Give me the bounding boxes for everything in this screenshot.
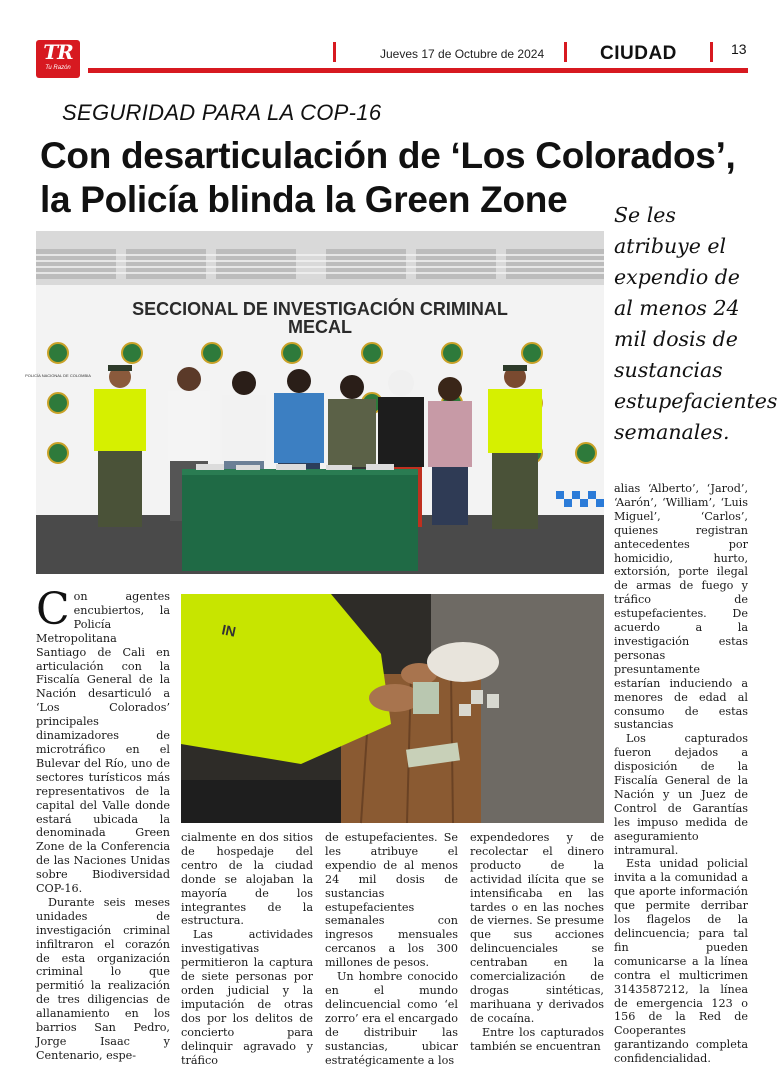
article-column-1 xyxy=(36,584,170,1063)
logo-mark: TR xyxy=(43,40,73,64)
evidence-closeup-photo xyxy=(181,594,604,823)
article-column-2 xyxy=(181,831,313,1067)
column-5-paragraph-3: Esta unidad policial invita a la comunidad a que aporte información que permite derribar los flagelos de la delincuencia; para tal fin pueden comunicarse a la línea contra el multicrimen 3143587212, la línea de emergencia 123 o 156 de la Red de Cooperantes garantizando completa confidencialidad. xyxy=(614,857,748,1066)
article-column-4 xyxy=(470,831,604,1054)
badge-label: POLICÍA NACIONAL DE COLOMBIA xyxy=(25,373,91,378)
evidence-illustration xyxy=(181,594,604,823)
newspaper-logo xyxy=(36,40,80,78)
header-rule xyxy=(88,68,748,73)
header-divider-middle xyxy=(564,42,567,62)
press-conference-photo xyxy=(25,231,604,574)
article-column-3 xyxy=(325,831,458,1067)
column-1-paragraph-1-text: on agentes encubiertos, la Policía Metropolitana Santiago de Cali en articulación con la Fiscalía General de la Nación desarticuló a ‘Los Colorados’ principales dinamizadores de microtráfico en el Bulevar del Río, uno de sectores turísticos más representativos de la capital del Valle donde estará ubicada la denominada Green Zone de la Conferencia de las Naciones Unidas sobre Biodiversidad COP-16. xyxy=(36,590,170,896)
column-3-paragraph-2: Un hombre conocido en el mundo delincuencial como ‘el zorro’ era el encargado de distribuir las sustancias, ubicar estratégicamente a los xyxy=(325,970,458,1067)
page-number: 13 xyxy=(731,41,747,57)
issue-date: Jueves 17 de Octubre de 2024 xyxy=(380,47,545,61)
logo-subtitle: Tu Razón xyxy=(45,65,71,71)
banner-line-1: SECCIONAL DE INVESTIGACIÓN CRIMINAL xyxy=(132,299,508,319)
column-1-paragraph-1 xyxy=(36,584,170,896)
column-3-paragraph-1: de estupefacientes. Se les atribuye el expendio de al menos 24 mil dosis de sustancias estupefacientes semanales con ingresos mensuales cercanos a los 300 millones de pesos. xyxy=(325,831,458,970)
header-divider-right xyxy=(710,42,713,62)
column-4-paragraph-2: Entre los capturados también se encuentran xyxy=(470,1025,604,1053)
press-conference-illustration xyxy=(25,231,604,574)
section-name: CIUDAD xyxy=(600,43,677,64)
column-2-paragraph-2: Las actividades investigativas permitieron la captura de siete personas por orden judicial y la imputación de otras dos por los delitos de concierto para delinquir agravado y tráfico xyxy=(181,928,313,1067)
column-5-paragraph-2: Los capturados fueron dejados a disposición de la Fiscalía General de la Nación y un Juez de Control de Garantías les impuso medida de aseguramiento intramural. xyxy=(614,732,748,857)
column-1-paragraph-2: Durante seis meses unidades de investigación criminal infiltraron el corazón de esta organización criminal lo que permitió la realización de tres diligencias de allanamiento en los barrios San Pedro, Jorge Isaac y Centenario, espe- xyxy=(36,895,170,1062)
article-kicker: SEGURIDAD PARA LA COP-16 xyxy=(62,100,382,125)
column-4-paragraph-1: expendedores y de recolectar el dinero producto de la actividad ilícita que se intensificaba en las tardes o en las noches de viernes. Se presume que sus acciones delincuenciales se centraban en la comercialización de drogas sintéticas, marihuana y derivados de cocaína. xyxy=(470,831,604,1025)
article-column-5 xyxy=(614,482,748,1066)
column-2-paragraph-1: cialmente en dos sitios de hospedaje del centro de la ciudad donde se alojaban la mayoría de los integrantes de la estructura. xyxy=(181,831,313,928)
pull-quote: Se les atribuye el expendio de al menos 24 mil dosis de sustancias estupefacientes semanales. xyxy=(614,203,778,444)
drop-cap: C xyxy=(36,584,70,635)
header-divider-left xyxy=(333,42,336,62)
svg-text:IN: IN xyxy=(220,621,238,640)
column-5-paragraph-1: alias ‘Alberto’, ‘Jarod’, ‘Aarón’, ‘William’, ‘Luis Miguel’, ‘Carlos’, quienes registran antecedentes por homicidio, hurto, extorsión, porte ilegal de armas de fuego y tráfico de estupefacientes. De acuerdo a la investigación estas personas presuntamente estarían induciendo a menores de edad al consumo de estas sustancias xyxy=(614,482,748,732)
article-headline: Con desarticulación de ‘Los Colorados’, la Policía blinda la Green Zone xyxy=(40,135,736,220)
banner-line-2: MECAL xyxy=(288,317,352,337)
